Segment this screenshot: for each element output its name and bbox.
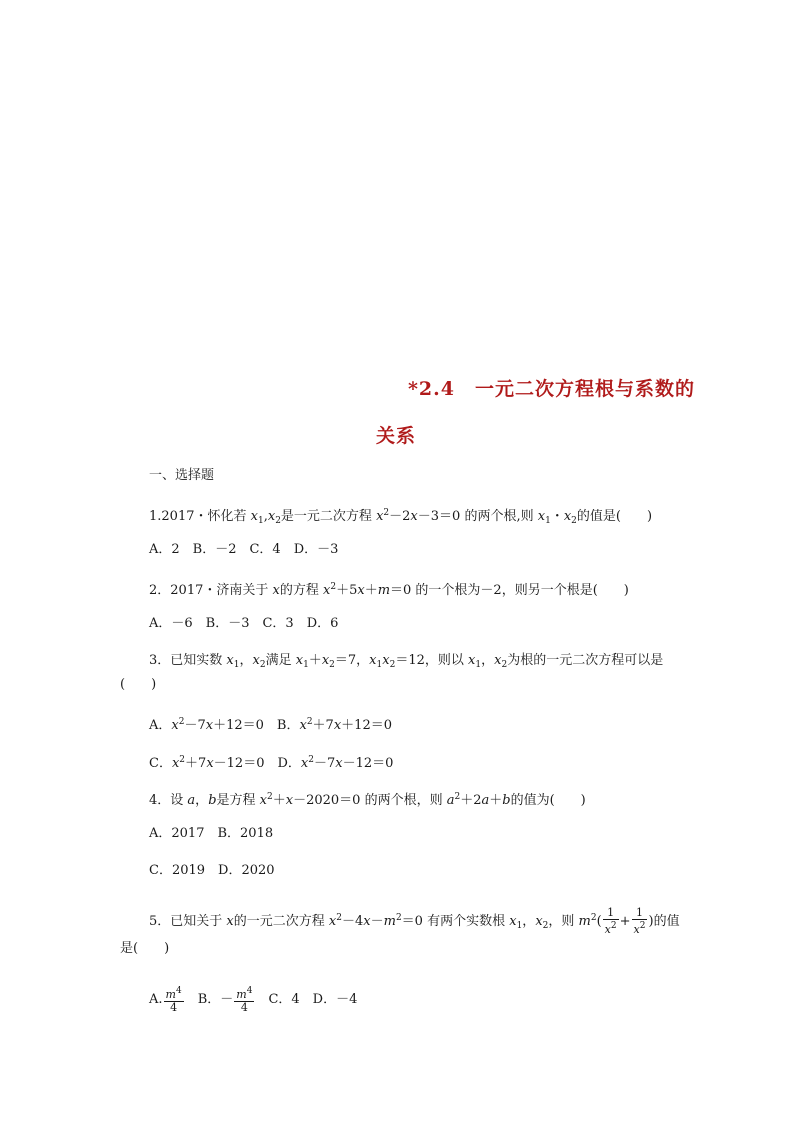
question-1: 1.2017・怀化若 $x_1,x_2$是一元二次方程 $x^2-2x-3=0$ 的两个根,则 $x_1$・$x_2$的值是( ) <box>149 508 653 526</box>
question-3-cont: ( ) <box>120 677 157 692</box>
fraction: $\frac{m^4}{4}$ <box>236 986 253 1014</box>
question-2-options: A．－6 B．－3 C．3 D．6 <box>149 616 339 631</box>
question-3-options-cd: C．$x^2+7x-12=0$ D．$x^2-7x-12=0$ <box>149 755 394 771</box>
fraction: $\frac{1}{x^2}$ <box>633 906 646 936</box>
page-title-cont: 关系 <box>376 425 417 447</box>
question-3-options-ab: A．$x^2-7x+12=0$ B．$x^2+7x+12=0$ <box>149 717 392 733</box>
fraction: $\frac{1}{x^2}$ <box>604 906 617 936</box>
section-heading: 一、选择题 <box>149 468 215 483</box>
question-5: 5．已知关于 x的一元二次方程 $x^2-4x-m^2=0$ 有两个实数根 $x_1$，$x_2$，则 $m^2$( $\frac{1}{x^2}$ + $\frac{1}{x^2}$ )的值 <box>149 906 680 936</box>
fraction: $\frac{m^4}{4}$ <box>165 986 182 1014</box>
question-1-options: A．2 B．－2 C．4 D．－3 <box>149 542 339 557</box>
question-3: 3．已知实数 $x_1$，$x_2$满足 $x_1+x_2=7$，$x_1x_2=12$，则以 $x_1$，$x_2$为根的一元二次方程可以是 <box>149 653 664 670</box>
question-2: 2．2017・济南关于 x的方程 $x^2+5x+m=0$ 的一个根为－2，则另一个根是( ) <box>149 582 629 598</box>
question-5-cont: 是( ) <box>120 941 170 956</box>
question-4: 4．设 a，b是方程 $x^2+x-2020=0$ 的两个根，则 $a^2+2a+b$的值为( ) <box>149 792 586 808</box>
question-4-options-cd: C．2019 D．2020 <box>149 863 275 878</box>
page-title: *2.4 一元二次方程根与系数的 <box>408 378 695 400</box>
question-4-options-ab: A．2017 B．2018 <box>149 826 274 841</box>
question-5-options: A. $\frac{m^4}{4}$ B．－ $\frac{m^4}{4}$ C．4 D．－4 <box>149 986 358 1014</box>
